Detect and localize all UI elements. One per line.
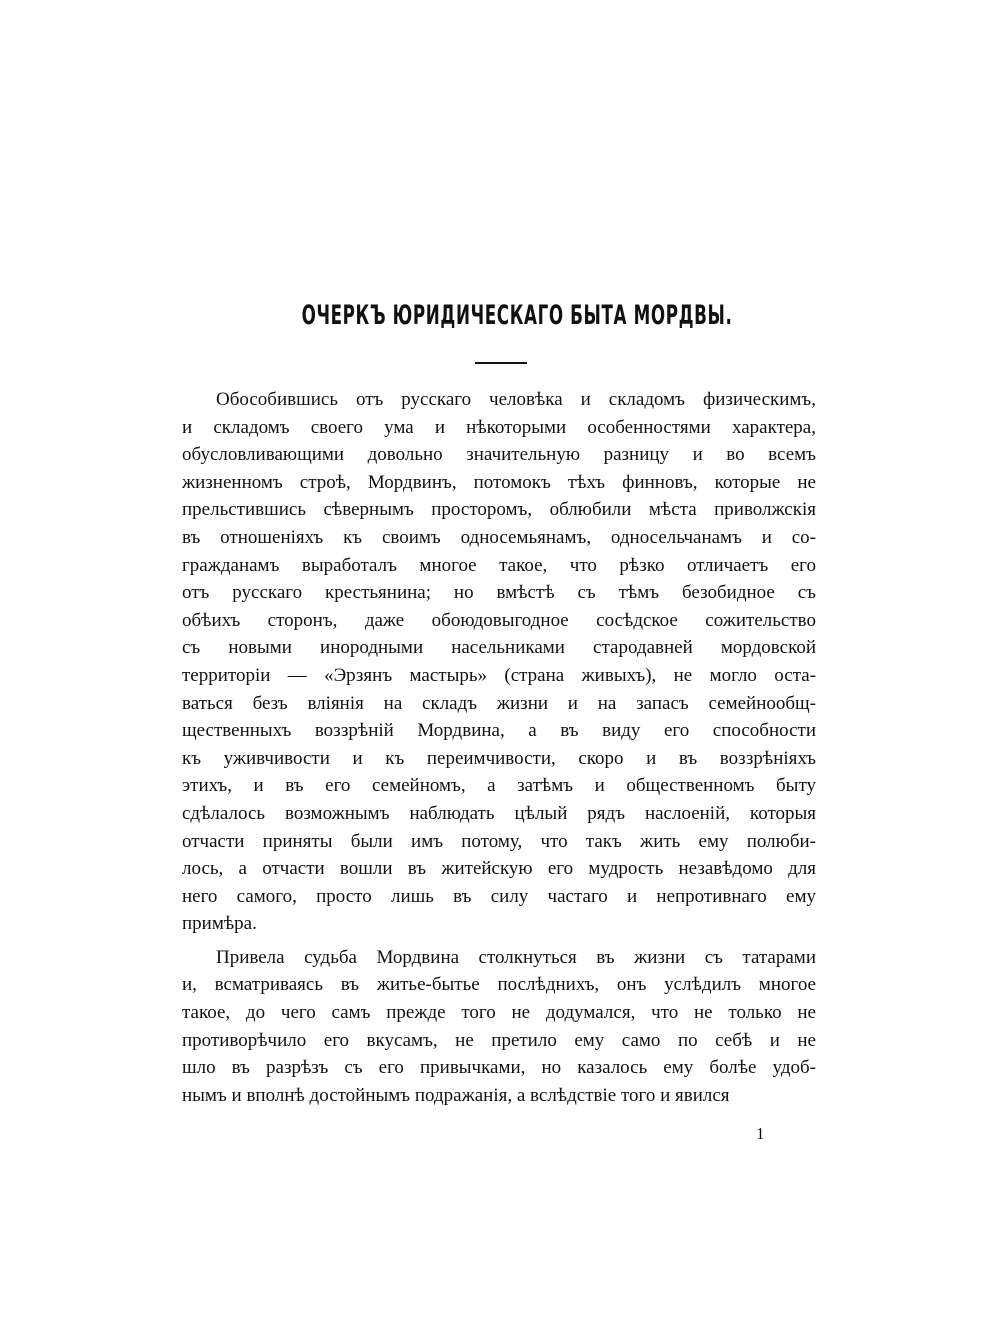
- text-line: шло въ разрѣзъ съ его привычками, но казалось ему болѣе удоб-: [182, 1057, 816, 1079]
- text-line: гражданамъ выработалъ многое такое, что рѣзко отличаетъ его: [182, 554, 816, 576]
- text-line: него самого, просто лишь въ силу частаго и непротивнаго ему: [182, 885, 816, 907]
- text-line: жизненномъ строѣ, Мордвинъ, потомокъ тѣхъ финновъ, которые не: [182, 471, 816, 493]
- text-line: и, всматриваясь въ житье-бытье послѣднихъ, онъ услѣдилъ многое: [182, 974, 816, 996]
- text-line: щественныхъ воззрѣній Мордвина, а въ виду его способности: [182, 720, 816, 742]
- text-line: нымъ и вполнѣ достойнымъ подражанія, а вслѣдствіе того и явился: [182, 1084, 730, 1106]
- text-line: обусловливающими довольно значительную разницу и во всемъ: [182, 444, 816, 466]
- text-line: прельстившись сѣвернымъ просторомъ, облюбили мѣста приволжскія: [182, 499, 816, 521]
- body-text: [182, 386, 816, 1109]
- text-line: ваться безъ вліянія на складъ жизни и на запасъ семейнообщ-: [182, 692, 816, 714]
- paragraph: [182, 944, 816, 1110]
- text-line: противорѣчило его вкусамъ, не претило ему само по себѣ и не: [182, 1029, 816, 1051]
- text-line: Привела судьба Мордвина столкнуться въ жизни съ татарами: [216, 946, 816, 968]
- text-line: отъ русскаго крестьянина; но вмѣстѣ съ тѣмъ безобидное съ: [182, 582, 816, 604]
- text-line: Обособившись отъ русскаго человѣка и складомъ физическимъ,: [216, 389, 816, 410]
- text-line: съ новыми инородными насельниками стародавней мордовской: [182, 637, 816, 659]
- title-divider: [475, 362, 527, 364]
- text-line: обѣихъ сторонъ, даже обоюдовыгодное сосѣдское сожительство: [182, 609, 816, 631]
- text-line: сдѣлалось возможнымъ наблюдать цѣлый рядъ наслоеній, которыя: [182, 802, 816, 824]
- text-line: отчасти приняты были имъ потому, что такъ жить ему полюби-: [182, 830, 816, 852]
- text-line: такое, до чего самъ прежде того не додумался, что не только не: [182, 1002, 816, 1024]
- text-line: территоріи — «Эрзянъ мастырь» (страна живыхъ), не могло оста-: [182, 664, 816, 686]
- page-title: ОЧЕРКЪ ЮРИДИЧЕСКАГО БЫТА МОРДВЫ.: [301, 300, 733, 331]
- text-line: примѣра.: [182, 913, 257, 935]
- text-line: этихъ, и въ его семейномъ, а затѣмъ и общественномъ быту: [182, 775, 816, 797]
- text-line: въ отношеніяхъ къ своимъ односемьянамъ, односельчанамъ и со-: [182, 526, 816, 548]
- text-line: лось, а отчасти вошли въ житейскую его мудрость незавѣдомо для: [182, 858, 816, 880]
- page-number: 1: [756, 1124, 765, 1143]
- text-line: и складомъ своего ума и нѣкоторыми особенностями характера,: [182, 416, 816, 438]
- text-line: къ уживчивости и къ переимчивости, скоро и въ воззрѣніяхъ: [182, 747, 816, 769]
- paragraph: [182, 386, 816, 938]
